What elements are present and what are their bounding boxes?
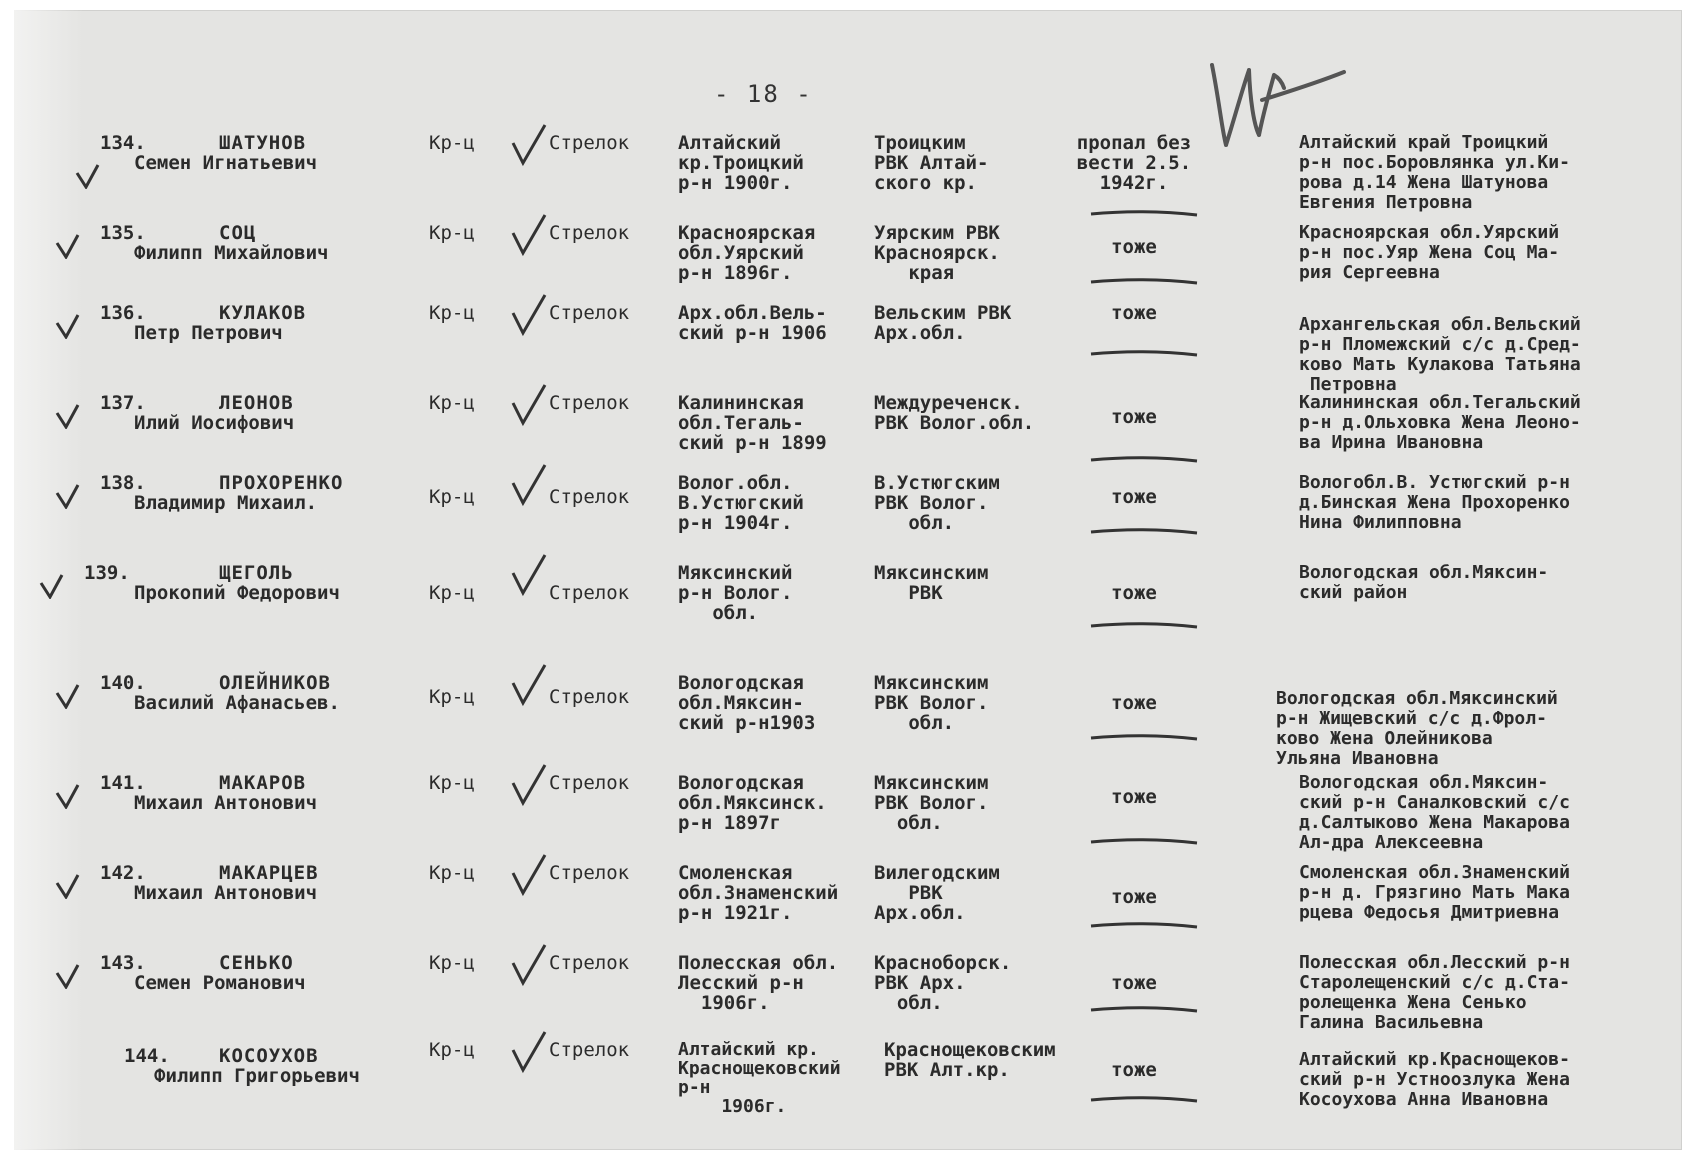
given-name: Илий Иосифович bbox=[134, 412, 295, 434]
rank: Кр-ц bbox=[429, 392, 475, 414]
check-mark-icon bbox=[54, 963, 82, 989]
check-mark-icon bbox=[54, 873, 82, 899]
check-mark-icon bbox=[54, 313, 82, 339]
given-name: Владимир Михаил. bbox=[134, 492, 318, 514]
check-mark-icon bbox=[38, 573, 66, 599]
check-mark-icon bbox=[509, 291, 549, 341]
birth-info: Волог.обл. В.Устюгский р-н 1904г. bbox=[678, 472, 804, 534]
role: Стрелок bbox=[549, 1039, 630, 1061]
role: Стрелок bbox=[549, 486, 630, 508]
relative-address: Алтайский кр.Краснощеков- ский р-н Устноозлука Жена Косоухова Анна Ивановна bbox=[1299, 1049, 1570, 1110]
check-mark-icon bbox=[509, 661, 549, 711]
ditto-dash-icon bbox=[1089, 1005, 1199, 1015]
role: Стрелок bbox=[549, 686, 630, 708]
surname: ПРОХОРЕНКО bbox=[219, 472, 344, 494]
record-number: 143. bbox=[100, 952, 146, 974]
draft-office: В.Устюгским РВК Волог. обл. bbox=[874, 472, 1000, 534]
relative-address: Алтайский край Троицкий р-н пос.Боровлянка ул.Ки- рова д.14 Жена Шатунова Евгения Петровна bbox=[1299, 132, 1570, 213]
record-number: 139. bbox=[84, 562, 130, 584]
surname: КУЛАКОВ bbox=[219, 302, 307, 324]
draft-office: Уярским РВК Красноярск. края bbox=[874, 222, 1000, 284]
surname: ОЛЕЙНИКОВ bbox=[219, 672, 331, 694]
draft-office: Вилегодским РВК Арх.обл. bbox=[874, 862, 1000, 924]
fate: тоже bbox=[1111, 486, 1157, 508]
record-number: 138. bbox=[100, 472, 146, 494]
page-number: - 18 - bbox=[714, 80, 813, 108]
fate: тоже bbox=[1111, 582, 1157, 604]
fate: тоже bbox=[1111, 406, 1157, 428]
check-mark-icon bbox=[54, 233, 82, 259]
ditto-dash-icon bbox=[1089, 921, 1199, 931]
surname: КОСОУХОВ bbox=[219, 1045, 319, 1067]
record-number: 137. bbox=[100, 392, 146, 414]
given-name: Филипп Григорьевич bbox=[154, 1065, 360, 1087]
document-page bbox=[14, 10, 1682, 1150]
birth-info: Красноярская обл.Уярский р-н 1896г. bbox=[678, 222, 816, 284]
fate: тоже bbox=[1111, 302, 1157, 324]
check-mark-icon bbox=[509, 461, 549, 511]
draft-office: Мяксинским РВК Волог. обл. bbox=[874, 672, 989, 734]
check-mark-icon bbox=[54, 683, 82, 709]
check-mark-icon bbox=[54, 403, 82, 429]
birth-info: Вологодская обл.Мяксин- ский р-н1903 bbox=[678, 672, 816, 734]
birth-info: Мяксинский р-н Волог. обл. bbox=[678, 562, 793, 624]
ditto-dash-icon bbox=[1089, 455, 1199, 465]
ditto-dash-icon bbox=[1089, 349, 1199, 359]
given-name: Василий Афанасьев. bbox=[134, 692, 340, 714]
draft-office: Вельским РВК Арх.обл. bbox=[874, 302, 1012, 344]
rank: Кр-ц bbox=[429, 582, 475, 604]
check-mark-icon bbox=[509, 211, 549, 261]
rank: Кр-ц bbox=[429, 486, 475, 508]
check-mark-icon bbox=[509, 761, 549, 811]
ditto-dash-icon bbox=[1089, 277, 1199, 287]
relative-address: Архангельская обл.Вельский р-н Пломежский с/с д.Сред- ково Мать Кулакова Татьяна Петровна bbox=[1299, 314, 1581, 395]
role: Стрелок bbox=[549, 952, 630, 974]
ditto-dash-icon bbox=[1089, 837, 1199, 847]
relative-address: Вологодская обл.Мяксин- ский район bbox=[1299, 562, 1549, 603]
role: Стрелок bbox=[549, 862, 630, 884]
relative-address: Полесская обл.Лесский р-н Старолещенский с/с д.Ста- ролещенка Жена Сенько Галина Васильевна bbox=[1299, 952, 1570, 1033]
fate: тоже bbox=[1111, 236, 1157, 258]
rank: Кр-ц bbox=[429, 222, 475, 244]
role: Стрелок bbox=[549, 132, 630, 154]
given-name: Михаил Антонович bbox=[134, 882, 318, 904]
ditto-dash-icon bbox=[1089, 621, 1199, 631]
relative-address: Вологобл.В. Устюгский р-н д.Бинская Жена Прохоренко Нина Филипповна bbox=[1299, 472, 1570, 533]
rank: Кр-ц bbox=[429, 862, 475, 884]
role: Стрелок bbox=[549, 222, 630, 244]
birth-info: Алтайский кр. Краснощековский р-н 1906г. bbox=[678, 1039, 841, 1117]
relative-address: Вологодская обл.Мяксин- ский р-н Саналковский с/с д.Салтыково Жена Макарова Ал-дра Алексеевна bbox=[1299, 772, 1570, 853]
ditto-dash-icon bbox=[1089, 527, 1199, 537]
fate: тоже bbox=[1111, 692, 1157, 714]
record-number: 135. bbox=[100, 222, 146, 244]
record-number: 144. bbox=[124, 1045, 170, 1067]
birth-info: Полесская обл. Лесский р-н 1906г. bbox=[678, 952, 839, 1014]
birth-info: Вологодская обл.Мяксинск. р-н 1897г bbox=[678, 772, 827, 834]
relative-address: Смоленская обл.Знаменский р-н д. Грязгино Мать Мака рцева Федосья Дмитриевна bbox=[1299, 862, 1570, 923]
ditto-dash-icon bbox=[1089, 209, 1199, 219]
surname: ЛЕОНОВ bbox=[219, 392, 294, 414]
rank: Кр-ц bbox=[429, 1039, 475, 1061]
given-name: Семен Игнатьевич bbox=[134, 152, 318, 174]
fate: тоже bbox=[1111, 886, 1157, 908]
surname: МАКАРЦЕВ bbox=[219, 862, 319, 884]
rank: Кр-ц bbox=[429, 132, 475, 154]
check-mark-icon bbox=[74, 163, 102, 189]
rank: Кр-ц bbox=[429, 302, 475, 324]
surname: СЕНЬКО bbox=[219, 952, 294, 974]
rank: Кр-ц bbox=[429, 952, 475, 974]
surname: СОЦ bbox=[219, 222, 257, 244]
surname: ШАТУНОВ bbox=[219, 132, 307, 154]
check-mark-icon bbox=[54, 483, 82, 509]
fate: пропал без вести 2.5. 1942г. bbox=[1076, 132, 1192, 194]
record-number: 141. bbox=[100, 772, 146, 794]
check-mark-icon bbox=[509, 1028, 549, 1078]
check-mark-icon bbox=[509, 381, 549, 431]
fate: тоже bbox=[1111, 972, 1157, 994]
draft-office: Троицким РВК Алтай- ского кр. bbox=[874, 132, 989, 194]
surname: ЩЕГОЛЬ bbox=[219, 562, 294, 584]
draft-office: Мяксинским РВК bbox=[874, 562, 989, 604]
role: Стрелок bbox=[549, 772, 630, 794]
draft-office: Мяксинским РВК Волог. обл. bbox=[874, 772, 989, 834]
fate: тоже bbox=[1111, 1059, 1157, 1081]
record-number: 134. bbox=[100, 132, 146, 154]
birth-info: Смоленская обл.Знаменский р-н 1921г. bbox=[678, 862, 839, 924]
role: Стрелок bbox=[549, 392, 630, 414]
draft-office: Междуреченск. РВК Волог.обл. bbox=[874, 392, 1035, 434]
fate: тоже bbox=[1111, 786, 1157, 808]
draft-office: Краснощековским РВК Алт.кр. bbox=[884, 1039, 1056, 1081]
draft-office: Красноборск. РВК Арх. обл. bbox=[874, 952, 1012, 1014]
given-name: Филипп Михайлович bbox=[134, 242, 329, 264]
check-mark-icon bbox=[509, 121, 549, 171]
check-mark-icon bbox=[509, 851, 549, 901]
given-name: Прокопий Федорович bbox=[134, 582, 340, 604]
relative-address: Красноярская обл.Уярский р-н пос.Уяр Жена Соц Ма- рия Сергеевна bbox=[1299, 222, 1560, 283]
given-name: Петр Петрович bbox=[134, 322, 283, 344]
surname: МАКАРОВ bbox=[219, 772, 307, 794]
check-mark-icon bbox=[509, 941, 549, 991]
birth-info: Калининская обл.Тегаль- ский р-н 1899 bbox=[678, 392, 827, 454]
relative-address: Вологодская обл.Мяксинский р-н Жищевский с/с д.Фрол- ково Жена Олейникова Ульяна Ивановна bbox=[1276, 688, 1558, 769]
role: Стрелок bbox=[549, 582, 630, 604]
role: Стрелок bbox=[549, 302, 630, 324]
check-mark-icon bbox=[509, 551, 549, 601]
rank: Кр-ц bbox=[429, 686, 475, 708]
relative-address: Калининская обл.Тегальский р-н д.Ольховка Жена Леоно- ва Ирина Ивановна bbox=[1299, 392, 1581, 453]
given-name: Семен Романович bbox=[134, 972, 306, 994]
check-mark-icon bbox=[54, 783, 82, 809]
record-number: 140. bbox=[100, 672, 146, 694]
record-number: 136. bbox=[100, 302, 146, 324]
birth-info: Арх.обл.Вель- ский р-н 1906 bbox=[678, 302, 827, 344]
given-name: Михаил Антонович bbox=[134, 792, 318, 814]
ditto-dash-icon bbox=[1089, 733, 1199, 743]
rank: Кр-ц bbox=[429, 772, 475, 794]
birth-info: Алтайский кр.Троицкий р-н 1900г. bbox=[678, 132, 804, 194]
record-number: 142. bbox=[100, 862, 146, 884]
ditto-dash-icon bbox=[1089, 1095, 1199, 1105]
